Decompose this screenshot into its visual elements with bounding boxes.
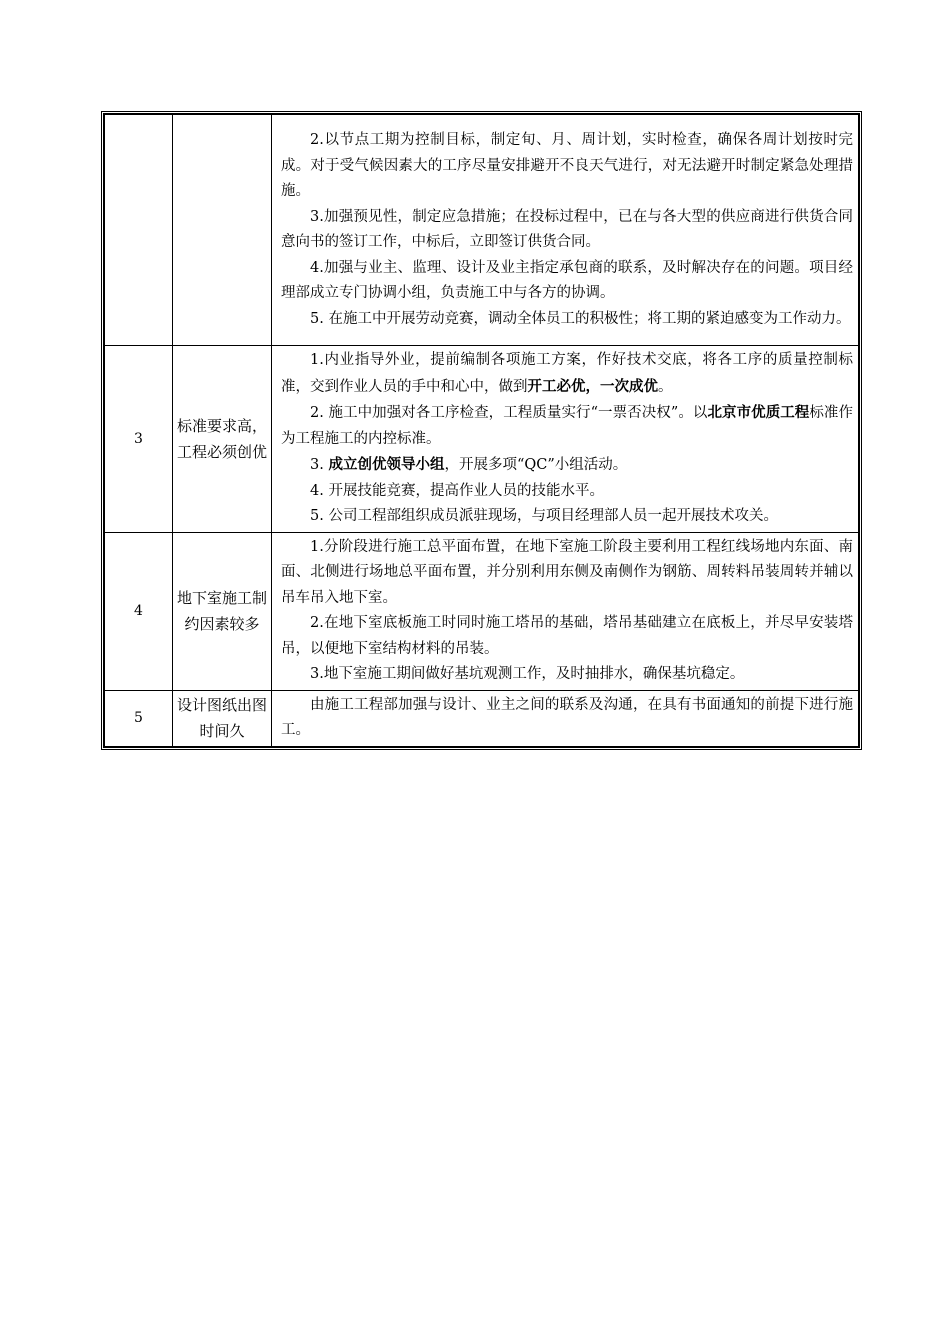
measure-paragraph: 3.加强预见性，制定应急措施；在投标过程中，已在与各大型的供应商进行供货合同意向书的签订工作，中标后，立即签订供货合同。 (281, 208, 853, 250)
measure-paragraph: 2.以节点工期为控制目标，制定旬、月、周计划，实时检查，确保各周计划按时完成。对于受气候因素大的工序尽量安排避开不良天气进行，对无法避开时制定紧急处理措施。 (281, 132, 853, 199)
table-row (105, 346, 859, 533)
issue-cell: 设计图纸出图时间久 (173, 690, 272, 746)
issue-cell: 地下室施工制约因素较多 (173, 532, 272, 690)
row-number-cell: 3 (105, 346, 173, 533)
measures-cell (272, 532, 859, 690)
measure-paragraph: 4.加强与业主、监理、设计及业主指定承包商的联系，及时解决存在的问题。项目经理部成立专门协调小组，负责施工中与各方的协调。 (281, 259, 853, 301)
issue-cell: 标准要求高，工程必须创优 (173, 346, 272, 533)
table-row (105, 115, 859, 346)
measure-paragraph: 2.在地下室底板施工时同时施工塔吊的基础，塔吊基础建立在底板上，并尽早安装塔吊，以便地下室结构材料的吊装。 (281, 615, 853, 657)
measure-paragraph: 1.内业指导外业，提前编制各项施工方案，作好技术交底，将各工序的质量控制标准，交到作业人员的手中和心中，做到开工必优，一次成优。 (281, 352, 853, 395)
measure-paragraph: 3. 成立创优领导小组，开展多项“QC”小组活动。 (310, 456, 628, 473)
measure-paragraph: 5. 在施工中开展劳动竞赛，调动全体员工的积极性；将工期的紧迫感变为工作动力。 (310, 310, 851, 327)
emphasis-text: 北京市优质工程 (707, 404, 810, 421)
measure-paragraph: 3.地下室施工期间做好基坑观测工作，及时抽排水，确保基坑稳定。 (310, 666, 745, 682)
row-number-cell: 4 (105, 532, 173, 690)
measures-cell (272, 115, 859, 346)
measures-cell (272, 690, 859, 746)
row-number-cell (105, 115, 173, 346)
emphasis-text: 成立创优领导小组 (328, 456, 445, 473)
measures-table (104, 114, 859, 747)
table-row (105, 532, 859, 690)
measures-cell (272, 346, 859, 533)
measure-paragraph: 2. 施工中加强对各工序检查，工程质量实行“一票否决权”。以北京市优质工程标准作为工程施工的内控标准。 (281, 404, 853, 447)
emphasis-text: 开工必优，一次成优 (527, 377, 658, 395)
measure-paragraph: 4. 开展技能竞赛，提高作业人员的技能水平。 (310, 482, 604, 499)
measure-paragraph: 5. 公司工程部组织成员派驻现场，与项目经理部人员一起开展技术攻关。 (310, 508, 778, 524)
measure-paragraph: 1.分阶段进行施工总平面布置，在地下室施工阶段主要利用工程红线场地内东面、南面、北侧进行场地总平面布置，并分别利用东侧及南侧作为钢筋、周转料吊装周转并辅以吊车吊入地下室。 (281, 538, 853, 606)
table-row (105, 690, 859, 746)
measures-table-frame (101, 111, 862, 750)
measure-paragraph: 由施工工程部加强与设计、业主之间的联系及沟通，在具有书面通知的前提下进行施工。 (281, 696, 853, 738)
row-number-cell: 5 (105, 690, 173, 746)
issue-cell (173, 115, 272, 346)
